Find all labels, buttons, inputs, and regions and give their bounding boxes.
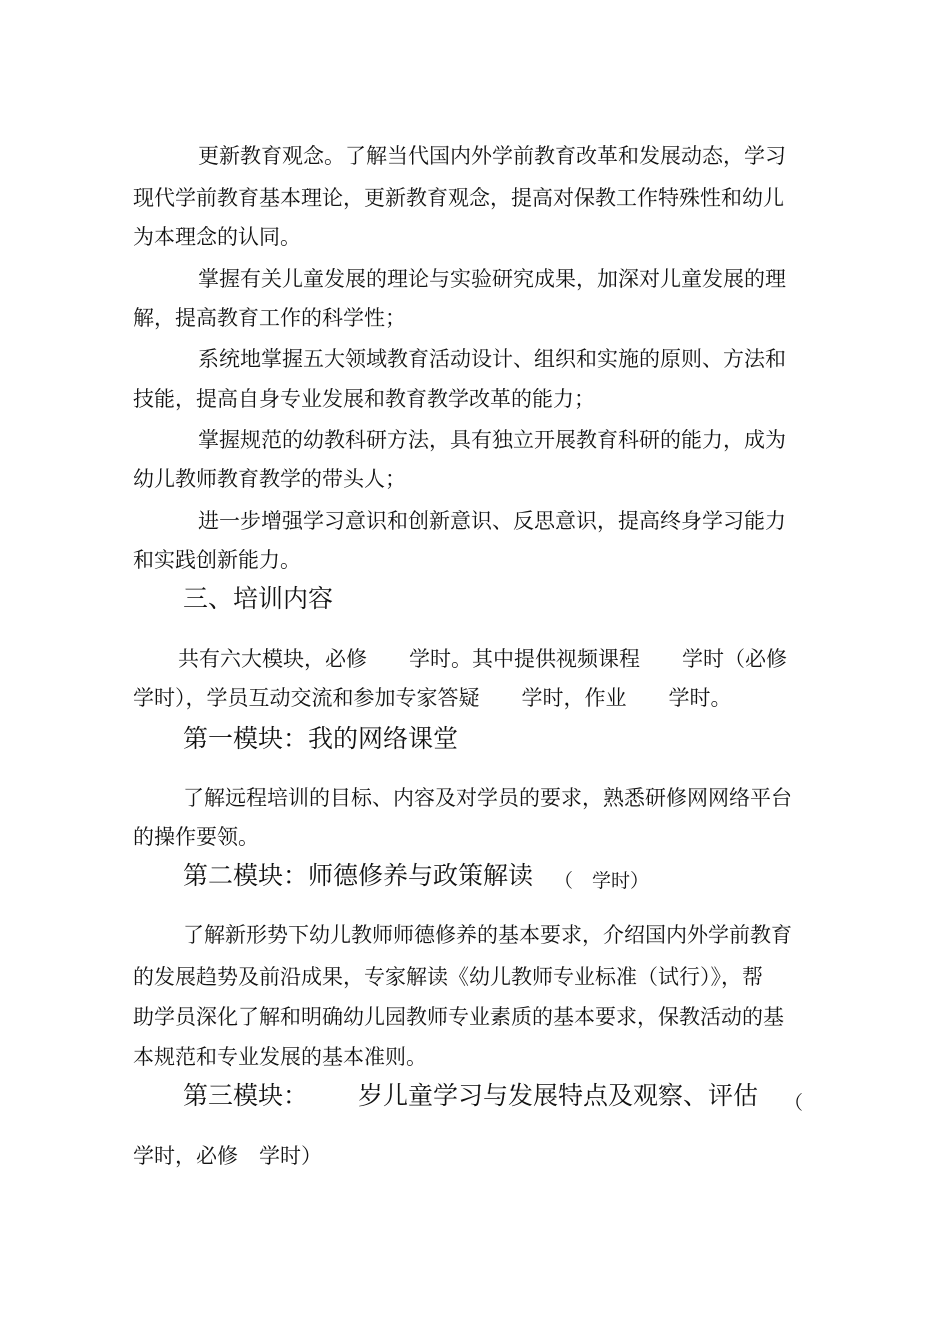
module1-heading: 第一模块：我的网络课堂 <box>183 724 459 753</box>
module3-heading-rest: 岁儿童学习与发展特点及观察、评估 <box>358 1081 759 1110</box>
p4-line-1: 掌握规范的幼教科研方法，具有独立开展教育科研的能力，成为 <box>198 428 786 452</box>
module2-body-line-4: 本规范和专业发展的基本准则。 <box>133 1045 427 1069</box>
p1-line-3: 为本理念的认同。 <box>133 225 301 249</box>
p2-line-1: 掌握有关儿童发展的理论与实验研究成果，加深对儿童发展的理 <box>198 267 786 291</box>
section3-intro-line-1: 共有六大模块，必修 学时。其中提供视频课程 学时（必修 <box>178 647 787 671</box>
section-heading-training-content: 三、培训内容 <box>183 584 334 613</box>
p5-line-2: 和实践创新能力。 <box>133 548 301 572</box>
module3-heading: 第三模块： <box>183 1081 309 1110</box>
p2-line-2: 解，提高教育工作的科学性； <box>133 306 406 330</box>
p3-line-1: 系统地掌握五大领域教育活动设计、组织和实施的原则、方法和 <box>198 347 786 371</box>
module2-body-line-2: 的发展趋势及前沿成果，专家解读《幼儿教师专业标准（试行）》，帮 <box>133 965 763 989</box>
p3-line-2: 技能，提高自身专业发展和教育教学改革的能力； <box>133 387 595 411</box>
module2-heading: 第二模块：师德修养与政策解读 <box>183 861 534 890</box>
module3-paren: （ <box>784 1092 804 1114</box>
p5-line-1: 进一步增强学习意识和创新意识、反思意识，提高终身学习能力 <box>198 509 786 533</box>
module2-hours: （ 学时） <box>554 870 650 892</box>
module1-body-line-1: 了解远程培训的目标、内容及对学员的要求，熟悉研修网网络平台 <box>183 786 792 810</box>
module2-body-line-3: 助学员深化了解和明确幼儿园教师专业素质的基本要求，保教活动的基 <box>133 1005 784 1029</box>
module1-body-line-2: 的操作要领。 <box>133 825 259 849</box>
p1-line-2: 现代学前教育基本理论，更新教育观念，提高对保教工作特殊性和幼儿 <box>133 186 784 210</box>
p1-line-1: 更新教育观念。了解当代国内外学前教育改革和发展动态，学习 <box>198 144 786 168</box>
module3-hours: 学时，必修 学时） <box>133 1144 322 1168</box>
section3-intro-line-2: 学时），学员互动交流和参加专家答疑 学时，作业 学时。 <box>133 686 732 710</box>
module2-body-line-1: 了解新形势下幼儿教师师德修养的基本要求，介绍国内外学前教育 <box>183 923 792 947</box>
p4-line-2: 幼儿教师教育教学的带头人； <box>133 467 406 491</box>
